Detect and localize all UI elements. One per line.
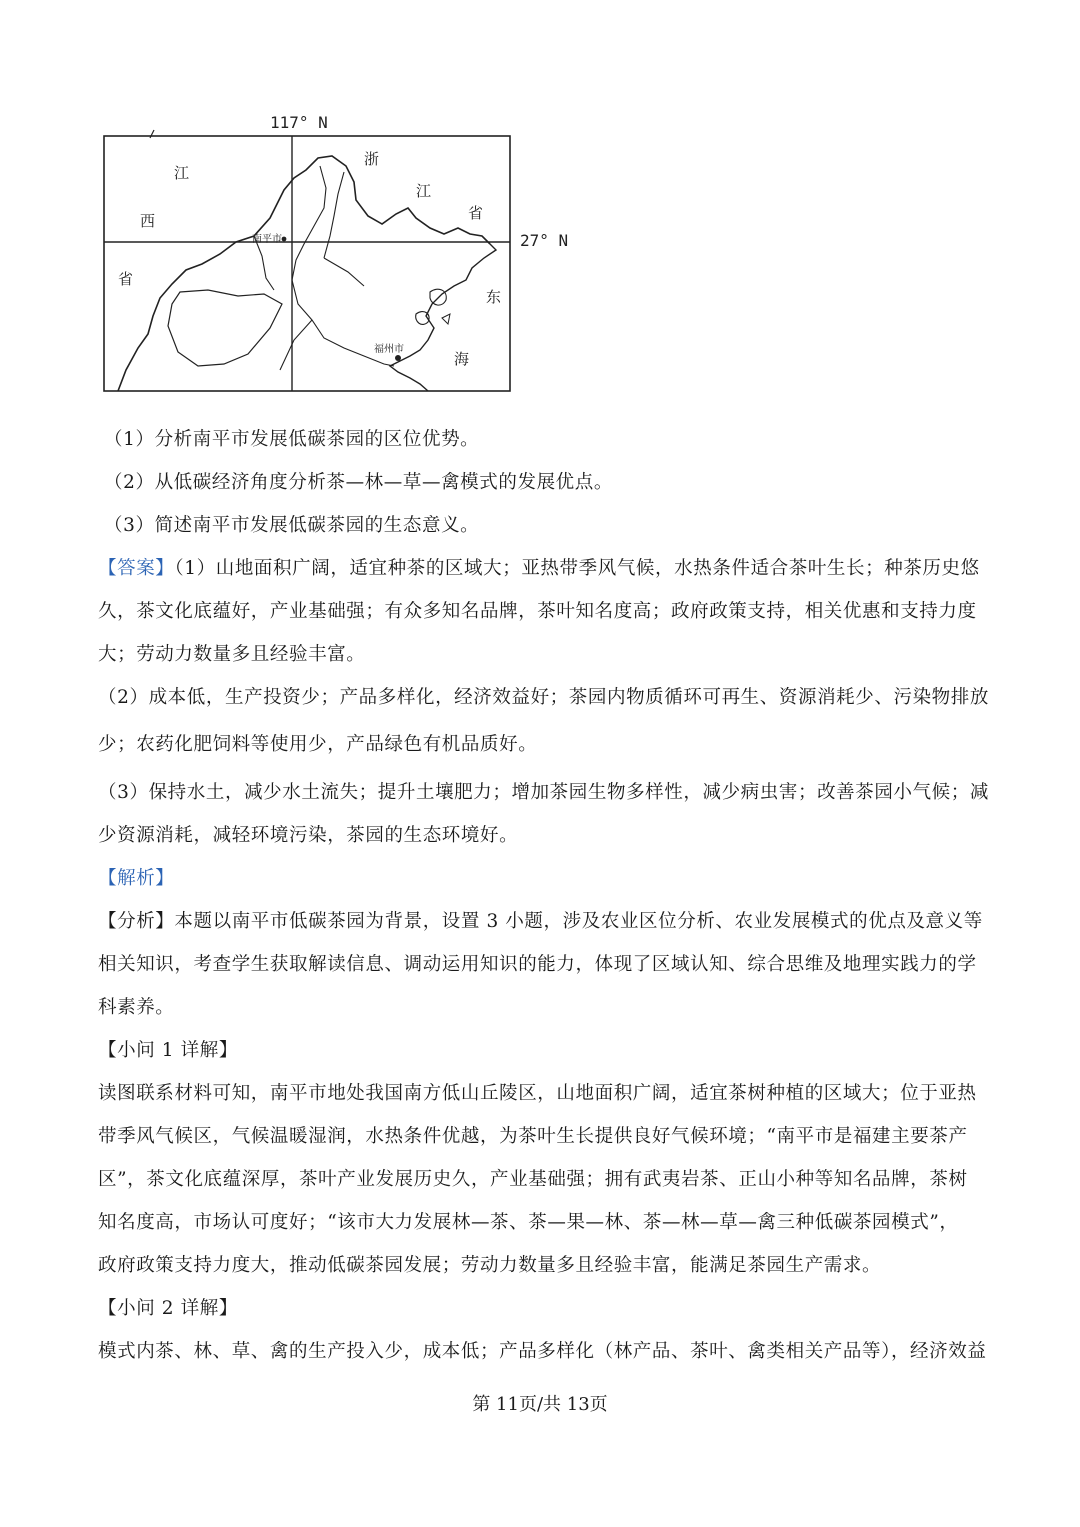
label-hai: 海 xyxy=(454,350,470,368)
fuzhou-dot xyxy=(395,355,401,361)
q1-line-4: 知名度高，市场认可度好；“该市大力发展林—茶、茶—果—林、茶—林—草—禽三种低碳茶园模式”， xyxy=(98,1212,959,1233)
fenxi-line-2: 相关知识，考查学生获取解读信息、调动运用知识的能力，体现了区域认知、综合思维及地理实践力的学 xyxy=(98,954,977,975)
label-xi: 西 xyxy=(140,212,156,230)
province-boundary xyxy=(118,156,490,391)
question-1: （1）分析南平市发展低碳茶园的区位优势。 xyxy=(104,429,480,450)
map-svg xyxy=(98,108,588,398)
label-dong: 东 xyxy=(486,288,502,306)
text-content xyxy=(98,418,988,1373)
answer-line-7: 少资源消耗，减轻环境污染，茶园的生态环境好。 xyxy=(98,825,519,846)
question-2: （2）从低碳经济角度分析茶—林—草—禽模式的发展优点。 xyxy=(104,472,613,493)
q2-heading: 【小问 2 详解】 xyxy=(98,1298,238,1319)
latitude-label: 27° N xyxy=(520,231,569,250)
location-map xyxy=(98,108,588,398)
longitude-label: 117° N xyxy=(270,113,328,132)
answer-line-3: 大；劳动力数量多且经验丰富。 xyxy=(98,644,366,665)
answer-line-6: （3）保持水土，减少水土流失；提升土壤肥力；增加茶园生物多样性，减少病虫害；改善茶园小气候；减 xyxy=(98,782,989,803)
answer-line-2: 久，茶文化底蕴好，产业基础强；有众多知名品牌，茶叶知名度高；政府政策支持，相关优惠和支持力度 xyxy=(98,601,977,622)
label-sheng-1: 省 xyxy=(118,270,134,288)
label-jiang-2: 江 xyxy=(416,182,432,200)
fenxi-line-3: 科素养。 xyxy=(98,997,175,1018)
analysis-tag: 【解析】 xyxy=(98,868,175,889)
answer-line-5: 少；农药化肥饲料等使用少，产品绿色有机品质好。 xyxy=(98,734,538,755)
q2-line-1: 模式内茶、林、草、禽的生产投入少，成本低；产品多样化（林产品、茶叶、禽类相关产品等），经济效益 xyxy=(98,1341,987,1362)
answer-tag: 【答案】 xyxy=(98,558,175,579)
q1-line-5: 政府政策支持力度大，推动低碳茶园发展；劳动力数量多且经验丰富，能满足茶园生产需求。 xyxy=(98,1255,882,1276)
label-jiang-1: 江 xyxy=(174,164,190,182)
answer-line-4: （2）成本低，生产投资少；产品多样化，经济效益好；茶园内物质循环可再生、资源消耗少、污染物排放 xyxy=(98,687,989,708)
answer-line-1: 【答案】（1）山地面积广阔，适宜种茶的区域大；亚热带季风气候，水热条件适合茶叶生长；种茶历史悠 xyxy=(98,558,980,579)
label-sheng-2: 省 xyxy=(468,204,484,222)
q1-line-2: 带季风气候区，气候温暖湿润，水热条件优越，为茶叶生长提供良好气候环境；“南平市是福建主要茶产 xyxy=(98,1126,968,1147)
fenxi-line-1: 【分析】本题以南平市低碳茶园为背景，设置 3 小题，涉及农业区位分析、农业发展模式的优点及意义等 xyxy=(98,911,983,932)
q1-line-3: 区”，茶文化底蕴深厚，茶叶产业发展历史久，产业基础强；拥有武夷岩茶、正山小种等知名品牌，茶树 xyxy=(98,1169,968,1190)
question-3: （3）简述南平市发展低碳茶园的生态意义。 xyxy=(104,515,480,536)
label-nanping: 南平市 xyxy=(252,234,282,245)
page-footer: 第 11页/共 13页 xyxy=(472,1394,608,1415)
map-frame xyxy=(104,136,510,391)
nanping-dot xyxy=(282,237,287,242)
label-fuzhou: 福州市 xyxy=(374,344,404,355)
q1-heading: 【小问 1 详解】 xyxy=(98,1040,238,1061)
label-zhe: 浙 xyxy=(364,150,380,168)
min-river xyxy=(292,166,394,366)
q1-line-1: 读图联系材料可知，南平市地处我国南方低山丘陵区，山地面积广阔，适宜茶树种植的区域大；位于亚热 xyxy=(98,1083,977,1104)
inner-region xyxy=(168,290,282,366)
